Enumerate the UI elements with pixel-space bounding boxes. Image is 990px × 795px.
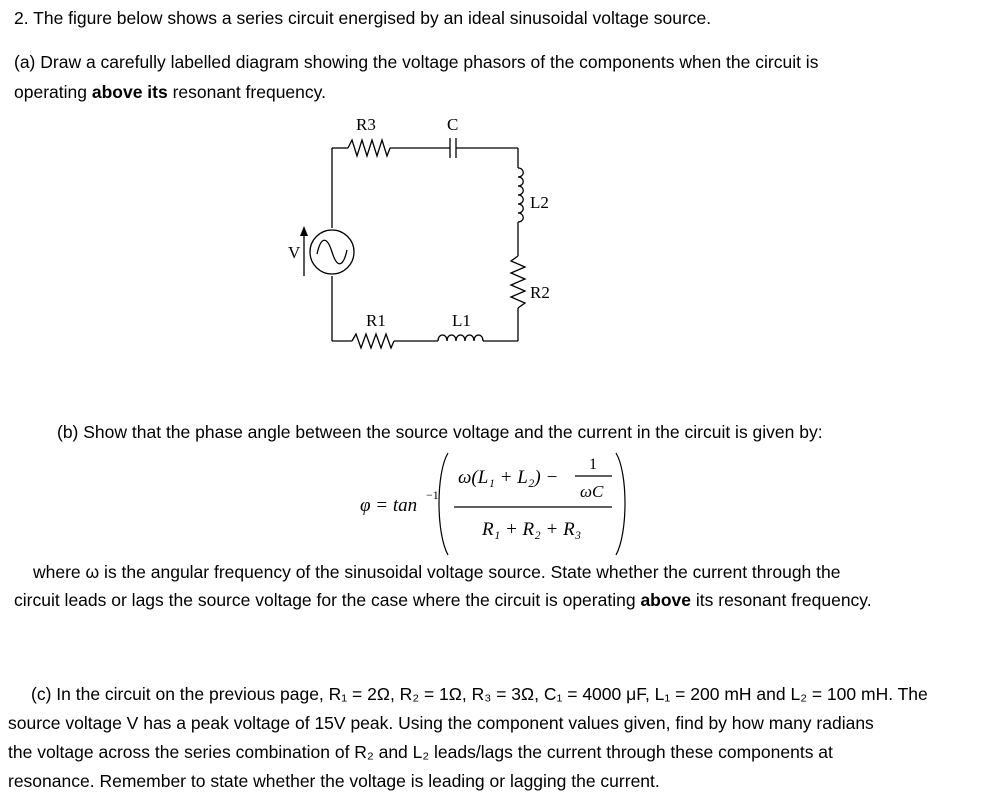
formula-lhs: φ = tan	[360, 495, 418, 516]
inductor-l1	[438, 335, 483, 341]
resistor-r3	[348, 140, 390, 156]
label-r3: R3	[356, 115, 376, 134]
emphasis-above: above	[640, 590, 692, 610]
formula-inner-bottom: ωC	[580, 482, 604, 501]
label-l1: L1	[452, 311, 471, 330]
formula-exponent: −1	[426, 488, 439, 502]
part-c-line-4: resonance. Remember to state whether the voltage is leading or lagging the current.	[8, 771, 660, 791]
formula-inner-top: 1	[589, 456, 597, 473]
question-intro: 2. The figure below shows a series circuit energised by an ideal sinusoidal voltage source.	[14, 8, 712, 28]
label-r1: R1	[366, 311, 386, 330]
part-a-line-1: (a) Draw a carefully labelled diagram showing the voltage phasors of the components when the circuit is	[14, 52, 819, 72]
series-circuit-diagram	[290, 108, 610, 358]
part-b-where-line-1: where ω is the angular frequency of the sinusoidal voltage source. State whether the current through the	[33, 562, 841, 582]
part-c-line-1: (c) In the circuit on the previous page, R₁ = 2Ω, R₂ = 1Ω, R₃ = 3Ω, C₁ = 4000 μF, L₁ = 200 mH and L₂ = 100 mH. The	[31, 684, 928, 704]
formula-denominator: R₁ + R₂ + R₃	[482, 519, 582, 540]
part-b-line: (b) Show that the phase angle between the source voltage and the current in the circuit is given by:	[57, 422, 823, 442]
label-v: V	[288, 243, 301, 262]
resistor-r1	[352, 334, 394, 348]
formula-numerator: ω(L₁ + L₂) −	[458, 467, 559, 488]
emphasis-above-its: above its	[91, 82, 168, 102]
resistor-r2	[511, 256, 525, 308]
phase-angle-formula	[340, 445, 640, 563]
part-b-where-line-2: circuit leads or lags the source voltage for the case where the circuit is operating above its resonant frequency.	[14, 590, 872, 610]
inductor-l2	[518, 168, 523, 222]
label-r2: R2	[530, 283, 550, 302]
part-c-line-3: the voltage across the series combination of R₂ and L₂ leads/lags the current through these components at	[8, 742, 833, 762]
right-paren	[616, 453, 625, 555]
part-c-line-2: source voltage V has a peak voltage of 15V peak. Using the component values given, find by how many radians	[8, 713, 874, 733]
label-c: C	[447, 115, 459, 134]
label-l2: L2	[530, 193, 549, 212]
sine-wave-icon	[317, 240, 347, 264]
part-a-line-2: operating above its resonant frequency.	[14, 82, 326, 102]
left-paren	[439, 453, 448, 555]
